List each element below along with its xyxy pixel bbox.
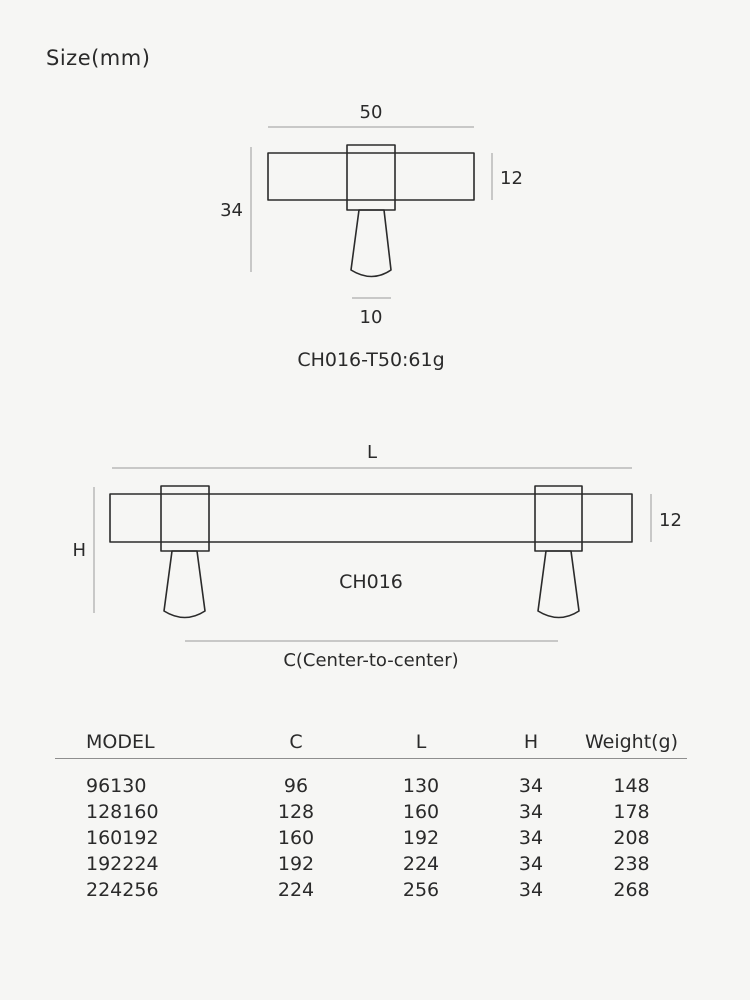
cell-model: 224256 bbox=[86, 879, 159, 901]
header-h: H bbox=[486, 726, 576, 759]
cell-model: 192224 bbox=[86, 853, 159, 875]
t-knob-drawing bbox=[220, 102, 523, 371]
table-row bbox=[55, 825, 687, 851]
page-title: Size(mm) bbox=[46, 46, 151, 70]
cell-c: 224 bbox=[277, 879, 315, 901]
header-model: MODEL bbox=[55, 726, 236, 759]
foot-dimension-label: 10 bbox=[359, 307, 383, 328]
width-dimension-label: 50 bbox=[359, 102, 383, 123]
header-weight: Weight(g) bbox=[576, 726, 687, 759]
length-dimension-label: L bbox=[366, 442, 378, 463]
knob-foot bbox=[351, 210, 391, 277]
cell-weight: 238 bbox=[613, 853, 650, 875]
table-row bbox=[55, 799, 687, 825]
cell-l: 160 bbox=[402, 801, 440, 823]
center-dimension-label: C(Center-to-center) bbox=[283, 650, 459, 671]
header-c: C bbox=[236, 726, 356, 759]
cell-l: 192 bbox=[402, 827, 440, 849]
cell-weight: 268 bbox=[613, 879, 650, 901]
cell-h: 34 bbox=[518, 879, 544, 901]
bar-height-dimension-label: 12 bbox=[500, 168, 523, 189]
cell-l: 256 bbox=[402, 879, 440, 901]
height-dimension-label: 34 bbox=[220, 200, 243, 221]
table-row bbox=[55, 851, 687, 877]
table-row bbox=[55, 759, 687, 800]
cell-model: 160192 bbox=[86, 827, 159, 849]
cell-h: 34 bbox=[518, 801, 544, 823]
cell-h: 34 bbox=[518, 853, 544, 875]
cell-c: 96 bbox=[283, 775, 309, 797]
cell-weight: 208 bbox=[613, 827, 650, 849]
handle-bar bbox=[110, 494, 632, 542]
cell-c: 160 bbox=[277, 827, 315, 849]
handle-model-label: CH016 bbox=[339, 571, 403, 593]
knob-caption: CH016-T50:61g bbox=[297, 349, 445, 371]
table-header-row bbox=[55, 726, 687, 759]
handle-bar-height-dimension-label: 12 bbox=[659, 510, 682, 531]
handle-height-dimension-label: H bbox=[72, 540, 86, 561]
handle-drawing bbox=[72, 442, 681, 671]
cell-h: 34 bbox=[518, 775, 544, 797]
cell-c: 192 bbox=[277, 853, 315, 875]
cell-l: 130 bbox=[402, 775, 440, 797]
knob-bar bbox=[268, 153, 474, 200]
cell-h: 34 bbox=[518, 827, 544, 849]
right-foot bbox=[538, 551, 579, 618]
table-row bbox=[55, 877, 687, 903]
cell-weight: 148 bbox=[613, 775, 650, 797]
cell-l: 224 bbox=[402, 853, 440, 875]
left-foot bbox=[164, 551, 205, 618]
spec-table bbox=[55, 726, 687, 903]
cell-model: 128160 bbox=[86, 801, 159, 823]
cell-c: 128 bbox=[277, 801, 315, 823]
cell-weight: 178 bbox=[613, 801, 650, 823]
header-l: L bbox=[356, 726, 486, 759]
cell-model: 96130 bbox=[86, 775, 147, 797]
